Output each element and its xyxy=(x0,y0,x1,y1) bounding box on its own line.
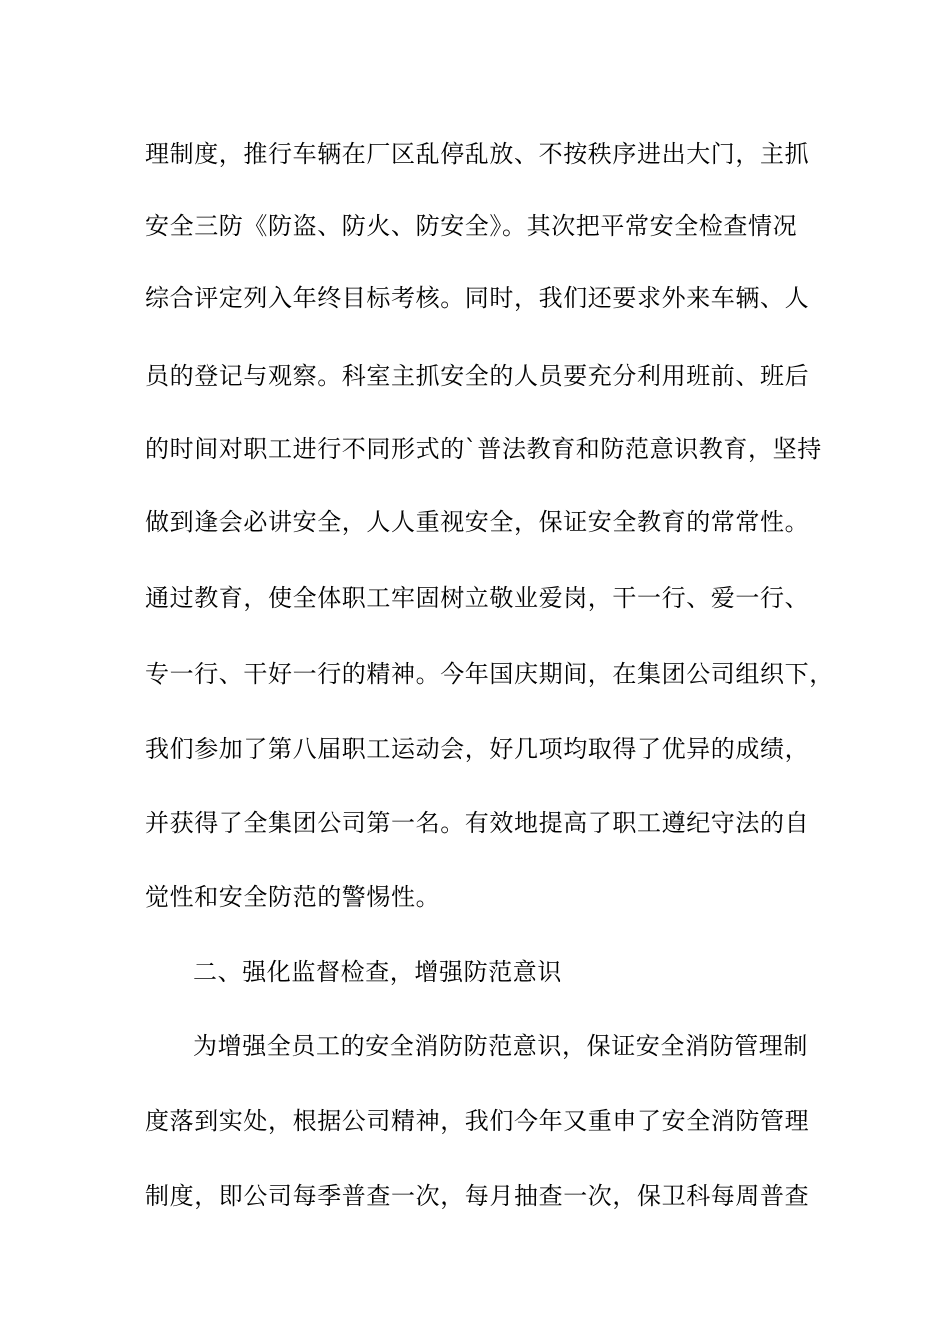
body-text-line: 理制度，推行车辆在厂区乱停乱放、不按秩序进出大门，主抓 xyxy=(145,140,810,168)
body-text-line: 安全三防《防盗、防火、防安全》。其次把平常安全检查情况 xyxy=(145,212,798,240)
body-text-line: 度落到实处，根据公司精神，我们今年又重申了安全消防管理 xyxy=(145,1107,810,1135)
body-text-line: 为增强全员工的安全消防防范意识，保证安全消防管理制 xyxy=(193,1032,808,1060)
body-text-line: 我们参加了第八届职工运动会，好几项均取得了优异的成绩， xyxy=(145,735,810,763)
body-text-line: 的时间对职工进行不同形式的`普法教育和防范意识教育，坚持 xyxy=(145,435,822,463)
body-text-line: 做到逢会必讲安全，人人重视安全，保证安全教育的常常性。 xyxy=(145,508,810,536)
body-text-line: 员的登记与观察。科室主抓安全的人员要充分利用班前、班后 xyxy=(145,362,810,390)
body-text-line: 制度，即公司每季普查一次，每月抽查一次，保卫科每周普查 xyxy=(145,1182,810,1210)
section-heading: 二、强化监督检查，增强防范意识 xyxy=(193,958,562,986)
body-text-line: 综合评定列入年终目标考核。同时，我们还要求外来车辆、人 xyxy=(145,284,810,312)
body-text-line: 觉性和安全防范的警惕性。 xyxy=(145,883,441,911)
body-text-line: 专一行、干好一行的精神。今年国庆期间，在集团公司组织下， xyxy=(145,660,834,688)
body-text-line: 并获得了全集团公司第一名。有效地提高了职工遵纪守法的自 xyxy=(145,809,810,837)
body-text-line: 通过教育，使全体职工牢固树立敬业爱岗，干一行、爱一行、 xyxy=(145,584,810,612)
